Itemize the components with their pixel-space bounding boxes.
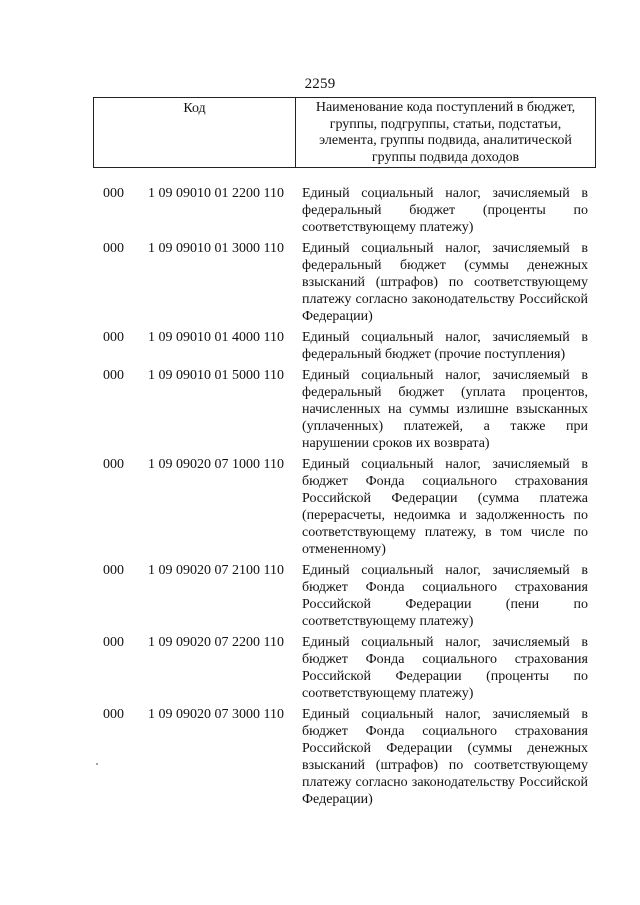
table-row xyxy=(0,562,640,630)
header-code-label: Код xyxy=(94,98,296,167)
row-budget-code: 1 09 09010 01 5000 110 xyxy=(148,368,284,383)
code-list xyxy=(0,185,640,812)
table-row xyxy=(0,706,640,808)
row-budget-code: 1 09 09010 01 2200 110 xyxy=(148,186,284,201)
row-admin-code: 000 xyxy=(103,368,124,383)
table-row xyxy=(0,329,640,363)
row-admin-code: 000 xyxy=(103,241,124,256)
row-budget-code: 1 09 09020 07 1000 110 xyxy=(148,457,284,472)
row-budget-code: 1 09 09020 07 2200 110 xyxy=(148,635,284,650)
row-description: Единый социальный налог, зачисляемый в федеральный бюджет (суммы денежных взысканий (штрафов) по соответствующему платежу согласно законодательству Российской Федерации) xyxy=(302,241,588,324)
row-admin-code: 000 xyxy=(103,563,124,578)
header-name-label: Наименование кода поступлений в бюджет, группы, подгруппы, статьи, подстатьи, элемента, группы подвида, аналитической группы подвида доходов xyxy=(315,100,576,165)
row-admin-code: 000 xyxy=(103,707,124,722)
row-admin-code: 000 xyxy=(103,457,124,472)
page-number: 2259 xyxy=(304,76,336,92)
row-budget-code: 1 09 09020 07 2100 110 xyxy=(148,563,284,578)
row-description: Единый социальный налог, зачисляемый в бюджет Фонда социального страхования Российской Федерации (проценты по соответствующему платежу) xyxy=(302,635,588,701)
table-header xyxy=(93,97,596,168)
row-description: Единый социальный налог, зачисляемый в бюджет Фонда социального страхования Российской Федерации (сумма платежа (перерасчеты, недоимка и задолженность по соответствующему платежу, в том числе по отмененному) xyxy=(302,457,588,557)
row-description: Единый социальный налог, зачисляемый в федеральный бюджет (проценты по соответствующему платежу) xyxy=(302,186,588,235)
table-row xyxy=(0,240,640,325)
table-row xyxy=(0,634,640,702)
row-admin-code: 000 xyxy=(103,186,124,201)
row-description: Единый социальный налог, зачисляемый в федеральный бюджет (уплата процентов, начисленных на суммы излишне взысканных (уплаченных) платежей, а также при нарушении сроков их возврата) xyxy=(302,368,588,451)
row-budget-code: 1 09 09010 01 3000 110 xyxy=(148,241,284,256)
table-row xyxy=(0,185,640,236)
row-admin-code: 000 xyxy=(103,330,124,345)
table-row xyxy=(0,456,640,558)
row-admin-code: 000 xyxy=(103,635,124,650)
row-budget-code: 1 09 09010 01 4000 110 xyxy=(148,330,284,345)
row-description: Единый социальный налог, зачисляемый в федеральный бюджет (прочие поступления) xyxy=(302,330,588,362)
table-row xyxy=(0,367,640,452)
row-description: Единый социальный налог, зачисляемый в бюджет Фонда социального страхования Российской Федерации (суммы денежных взысканий (штрафов) по соответствующему платежу согласно законодательству Российской Федерации) xyxy=(302,707,588,807)
row-budget-code: 1 09 09020 07 3000 110 xyxy=(148,707,284,722)
row-description: Единый социальный налог, зачисляемый в бюджет Фонда социального страхования Российской Федерации (пени по соответствующему платежу) xyxy=(302,563,588,629)
scan-speck xyxy=(96,763,98,765)
